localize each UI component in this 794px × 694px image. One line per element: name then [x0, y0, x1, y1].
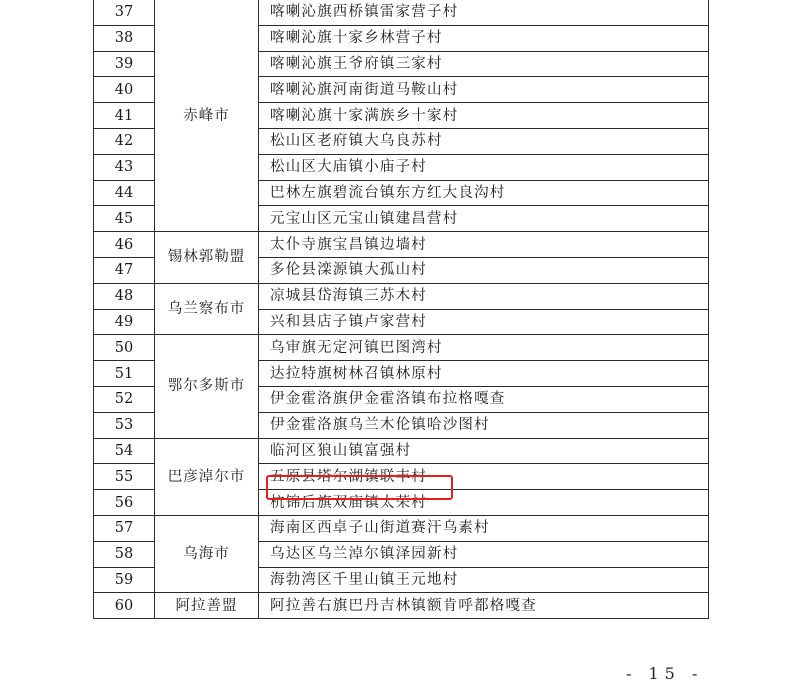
village-name: 松山区老府镇大乌良苏村: [259, 128, 709, 154]
row-number: 54: [94, 438, 155, 464]
table-body: [94, 0, 709, 619]
table-row: [94, 515, 709, 541]
village-name: 松山区大庙镇小庙子村: [259, 154, 709, 180]
city-cell: 锡林郭勒盟: [155, 232, 259, 284]
village-name: 海勃湾区千里山镇王元地村: [259, 567, 709, 593]
table-row: [94, 593, 709, 619]
village-name: 兴和县店子镇卢家营村: [259, 309, 709, 335]
row-number: 58: [94, 541, 155, 567]
village-name: 太仆寺旗宝昌镇边墙村: [259, 232, 709, 258]
row-number: 46: [94, 232, 155, 258]
village-name: 巴林左旗碧流台镇东方红大良沟村: [259, 180, 709, 206]
city-cell: 巴彦淖尔市: [155, 438, 259, 515]
village-name: 凉城县岱海镇三苏木村: [259, 283, 709, 309]
table-row: [94, 335, 709, 361]
row-number: 52: [94, 386, 155, 412]
row-number: 55: [94, 464, 155, 490]
village-name: 元宝山区元宝山镇建昌营村: [259, 206, 709, 232]
row-number: 60: [94, 593, 155, 619]
row-number: 37: [94, 0, 155, 25]
table-row: [94, 232, 709, 258]
row-number: 41: [94, 103, 155, 129]
city-cell: 赤峰市: [155, 0, 259, 232]
row-number: 48: [94, 283, 155, 309]
village-name: 喀喇沁旗河南街道马鞍山村: [259, 77, 709, 103]
row-number: 51: [94, 361, 155, 387]
city-cell: 阿拉善盟: [155, 593, 259, 619]
village-name: 伊金霍洛旗伊金霍洛镇布拉格嘎查: [259, 386, 709, 412]
village-name: 阿拉善右旗巴丹吉林镇额肯呼都格嘎查: [259, 593, 709, 619]
village-name: 临河区狼山镇富强村: [259, 438, 709, 464]
row-number: 50: [94, 335, 155, 361]
row-number: 59: [94, 567, 155, 593]
village-name: 海南区西卓子山街道赛汗乌素村: [259, 515, 709, 541]
village-name: 喀喇沁旗西桥镇雷家营子村: [259, 0, 709, 25]
row-number: 44: [94, 180, 155, 206]
village-list-table: [93, 0, 709, 619]
row-number: 43: [94, 154, 155, 180]
village-name: 达拉特旗树林召镇林原村: [259, 361, 709, 387]
village-name: 杭锦后旗双庙镇太荣村: [259, 490, 709, 516]
table-row: [94, 438, 709, 464]
village-name: 乌审旗无定河镇巴图湾村: [259, 335, 709, 361]
page-number: - 15 -: [626, 664, 704, 683]
village-name: 伊金霍洛旗乌兰木伦镇哈沙图村: [259, 412, 709, 438]
row-number: 39: [94, 51, 155, 77]
city-cell: 乌兰察布市: [155, 283, 259, 335]
row-number: 56: [94, 490, 155, 516]
village-name: 乌达区乌兰淖尔镇泽园新村: [259, 541, 709, 567]
row-number: 42: [94, 128, 155, 154]
village-name: 喀喇沁旗十家满族乡十家村: [259, 103, 709, 129]
table-row: [94, 283, 709, 309]
row-number: 47: [94, 257, 155, 283]
village-name: 五原县塔尔湖镇联丰村: [259, 464, 709, 490]
row-number: 49: [94, 309, 155, 335]
row-number: 45: [94, 206, 155, 232]
table-row: [94, 0, 709, 25]
row-number: 40: [94, 77, 155, 103]
row-number: 53: [94, 412, 155, 438]
highlight-box: [266, 475, 453, 500]
city-cell: 鄂尔多斯市: [155, 335, 259, 438]
row-number: 57: [94, 515, 155, 541]
village-name: 喀喇沁旗十家乡林营子村: [259, 25, 709, 51]
row-number: 38: [94, 25, 155, 51]
city-cell: 乌海市: [155, 515, 259, 592]
village-name: 多伦县滦源镇大孤山村: [259, 257, 709, 283]
village-name: 喀喇沁旗王爷府镇三家村: [259, 51, 709, 77]
